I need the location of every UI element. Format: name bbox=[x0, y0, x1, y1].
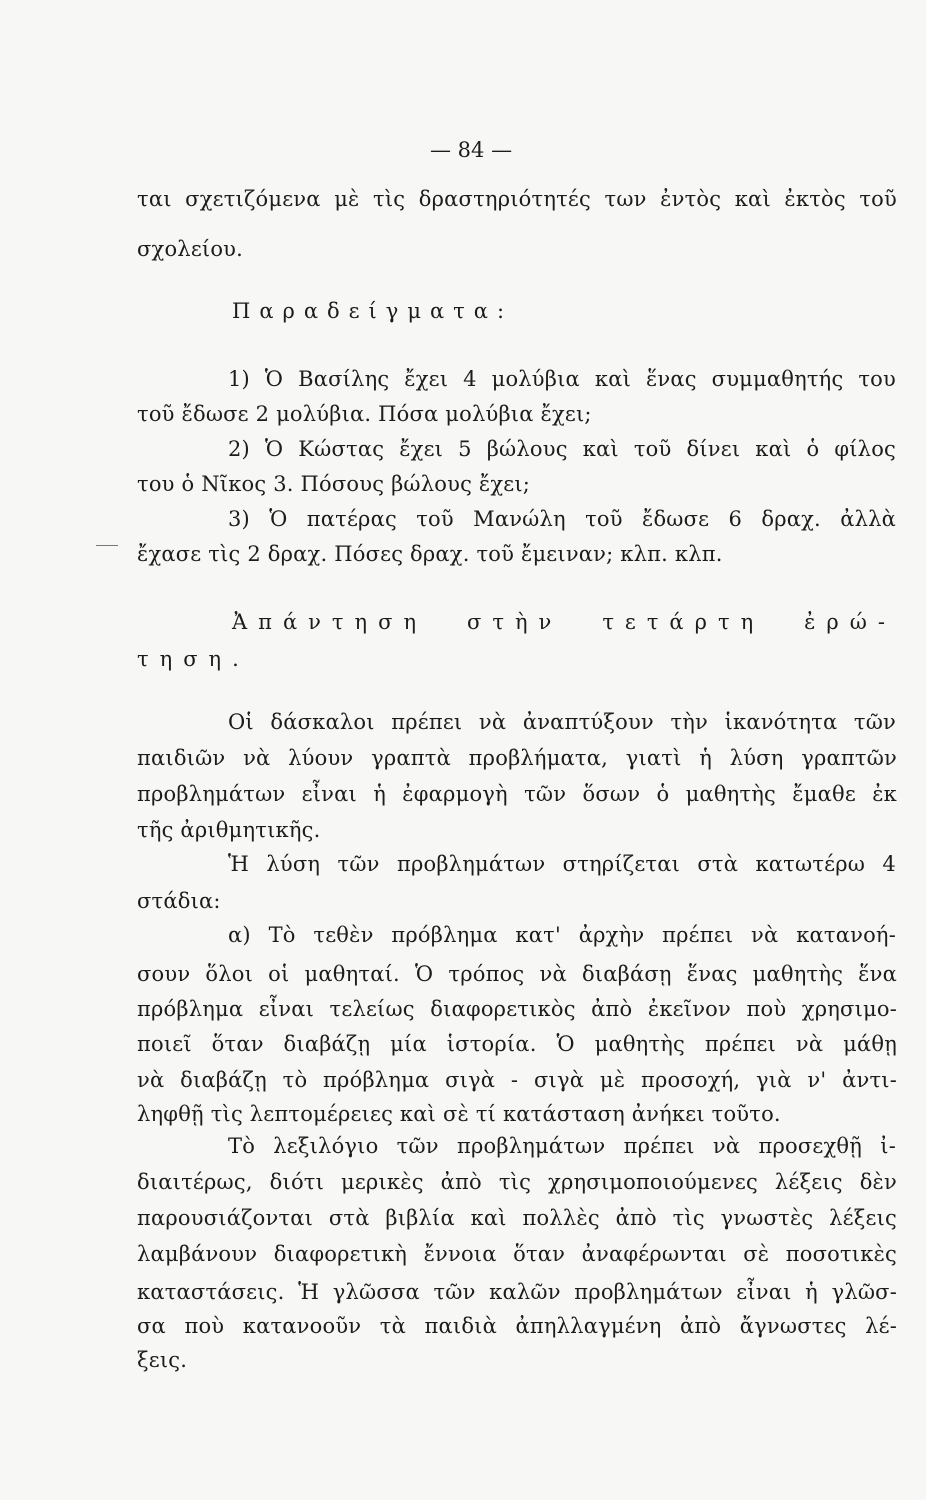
paragraph-2-line-2: στάδια: bbox=[137, 889, 221, 913]
example-1-line-1: 1) Ὁ Βασίλης ἔχει 4 μολύβια καὶ ἕνας συμμαθητής του bbox=[228, 367, 896, 391]
example-2-line-1: 2) Ὁ Κώστας ἔχει 5 βώλους καὶ τοῦ δίνει καὶ ὁ φίλος bbox=[228, 437, 896, 461]
paragraph-4-line-1: Τὸ λεξιλόγιο τῶν προβλημάτων πρέπει νὰ προσεχθῇ ἰ- bbox=[228, 1134, 896, 1158]
paragraph-2-line-1: Ἡ λύση τῶν προβλημάτων στηρίζεται στὰ κατωτέρω 4 bbox=[228, 852, 896, 876]
section-heading-answer-cont: τηση. bbox=[137, 647, 250, 671]
example-3-line-2: ἔχασε τὶς 2 δραχ. Πόσες δραχ. τοῦ ἔμειναν; κλπ. κλπ. bbox=[137, 542, 723, 566]
paragraph-3-line-3: πρόβλημα εἶναι τελείως διαφορετικὸς ἀπὸ ἐκεῖνον ποὺ χρησιμο- bbox=[137, 997, 897, 1021]
paragraph-3-line-6: ληφθῇ τὶς λεπτομέρειες καὶ σὲ τί κατάσταση ἀνήκει τοῦτο. bbox=[137, 1102, 781, 1126]
paragraph-3-line-2: σουν ὅλοι οἱ μαθηταί. Ὁ τρόπος νὰ διαβάσῃ ἕνας μαθητὴς ἕνα bbox=[137, 962, 897, 986]
paragraph-4-line-7: ξεις. bbox=[137, 1348, 188, 1372]
page-number: — 84 — bbox=[430, 138, 513, 162]
paragraph-4-line-5: καταστάσεις. Ἡ γλῶσσα τῶν καλῶν προβλημάτων εἶναι ἡ γλῶσ- bbox=[137, 1280, 897, 1304]
paragraph-3-line-4: ποιεῖ ὅταν διαβάζῃ μία ἱστορία. Ὁ μαθητὴς πρέπει νὰ μάθῃ bbox=[137, 1032, 897, 1056]
paragraph-4-line-4: λαμβάνουν διαφορετικὴ ἔννοια ὅταν ἀναφέρωνται σὲ ποσοτικὲς bbox=[137, 1242, 897, 1266]
section-heading-examples: Παραδείγματα: bbox=[232, 299, 514, 323]
paragraph-1-line-1: Οἱ δάσκαλοι πρέπει νὰ ἀναπτύξουν τὴν ἱκανότητα τῶν bbox=[228, 710, 896, 734]
paragraph-1-line-2: παιδιῶν νὰ λύουν γραπτὰ προβλήματα, γιατὶ ἡ λύση γραπτῶν bbox=[137, 746, 897, 770]
paragraph-4-line-2: διαιτέρως, διότι μερικὲς ἀπὸ τὶς χρησιμοποιούμενες λέξεις δὲν bbox=[137, 1170, 897, 1194]
text-line-1: ται σχετιζόμενα μὲ τὶς δραστηριότητές των ἐντὸς καὶ ἐκτὸς τοῦ bbox=[137, 187, 897, 211]
paragraph-1-line-3: προβλημάτων εἶναι ἡ ἐφαρμογὴ τῶν ὅσων ὁ μαθητὴς ἔμαθε ἐκ bbox=[137, 782, 897, 806]
margin-mark bbox=[96, 545, 118, 546]
paragraph-4-line-3: παρουσιάζονται στὰ βιβλία καὶ πολλὲς ἀπὸ τὶς γνωστὲς λέξεις bbox=[137, 1206, 897, 1230]
example-1-line-2: τοῦ ἔδωσε 2 μολύβια. Πόσα μολύβια ἔχει; bbox=[137, 402, 592, 426]
example-2-line-2: του ὁ Νῖκος 3. Πόσους βώλους ἔχει; bbox=[137, 472, 531, 496]
paragraph-3-line-1: α) Τὸ τεθὲν πρόβλημα κατ' ἀρχὴν πρέπει νὰ κατανοή- bbox=[228, 923, 896, 947]
paragraph-1-line-4: τῆς ἀριθμητικῆς. bbox=[137, 818, 321, 842]
paragraph-3-line-5: νὰ διαβάζῃ τὸ πρόβλημα σιγὰ - σιγὰ μὲ προσοχή, γιὰ ν' ἀντι- bbox=[137, 1068, 897, 1092]
example-3-line-1: 3) Ὁ πατέρας τοῦ Μανώλη τοῦ ἔδωσε 6 δραχ. ἀλλὰ bbox=[228, 507, 896, 531]
paragraph-4-line-6: σα ποὺ κατανοοῦν τὰ παιδιὰ ἀπηλλαγμένη ἀπὸ ἄγνωστες λέ- bbox=[137, 1314, 897, 1338]
section-heading-answer: Ἀπάντηση στὴν τετάρτη ἐρώ- bbox=[232, 610, 896, 634]
text-line-2: σχολείου. bbox=[137, 237, 244, 261]
